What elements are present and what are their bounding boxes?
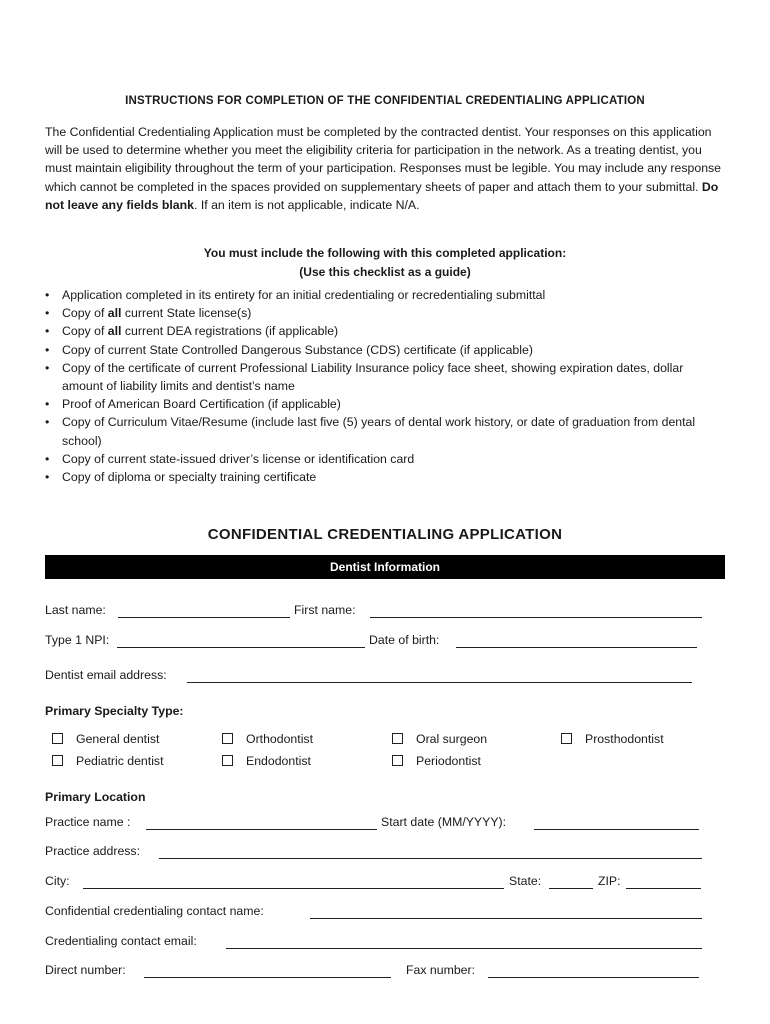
specialty-heading: Primary Specialty Type:: [45, 704, 184, 718]
practice-name-row: [45, 815, 725, 831]
endodontist-label: Endodontist: [246, 754, 311, 768]
checklist-item: [45, 322, 725, 340]
orthodontist-label: Orthodontist: [246, 732, 313, 746]
general-dentist-checkbox[interactable]: [52, 733, 63, 744]
prosthodontist-label: Prosthodontist: [585, 732, 664, 746]
direct-number-field[interactable]: [144, 977, 391, 978]
npi-field[interactable]: [117, 647, 365, 648]
checklist-item-text: Proof of American Board Certification (if applicable): [62, 397, 341, 412]
checklist-item-text: current State license(s): [121, 306, 252, 321]
zip-field[interactable]: [626, 888, 701, 889]
checklist-item: [45, 450, 725, 468]
city-row: [45, 874, 725, 890]
periodontist-label: Periodontist: [416, 754, 481, 768]
checklist-item-text: Copy of diploma or specialty training certificate: [62, 470, 317, 485]
first-name-field[interactable]: [370, 617, 702, 618]
practice-address-field[interactable]: [159, 858, 702, 859]
instructions-bold-warning: Do not leave any fields blank: [45, 179, 719, 212]
pediatric-dentist-checkbox[interactable]: [52, 755, 63, 766]
instructions-text: The Confidential Credentialing Application must be completed by the contracted dentist. Your responses on this application will be used to determine whether you meet the eligibility criteria for participation in the network. As a treating dentist, you must maintain eligibility throughout the term of your participation. Responses must be legible. You may include any response which cannot be completed in the spaces provided on supplementary sheets of paper and attach them to your submittal.: [45, 125, 722, 194]
contact-email-row: [45, 934, 725, 950]
oral-surgeon-label: Oral surgeon: [416, 732, 488, 746]
orthodontist-checkbox[interactable]: [222, 733, 233, 744]
zip-label: ZIP:: [598, 874, 621, 888]
state-label: State:: [509, 874, 542, 888]
periodontist-checkbox[interactable]: [392, 755, 403, 766]
phone-row: [45, 963, 725, 979]
pediatric-dentist-label: Pediatric dentist: [76, 754, 164, 768]
last-name-label: Last name:: [45, 603, 106, 617]
practice-address-label: Practice address:: [45, 844, 141, 858]
email-label: Dentist email address:: [45, 668, 167, 682]
prosthodontist-checkbox[interactable]: [561, 733, 572, 744]
oral-surgeon-checkbox[interactable]: [392, 733, 403, 744]
contact-name-label: Confidential credentialing contact name:: [45, 904, 264, 918]
checklist-item: [45, 341, 725, 359]
practice-name-field[interactable]: [146, 829, 377, 830]
start-date-field[interactable]: [534, 829, 699, 830]
state-field[interactable]: [549, 888, 593, 889]
checklist: [45, 286, 725, 486]
checklist-item-text: current DEA registrations (if applicable): [121, 324, 339, 339]
checklist-item: [45, 395, 725, 413]
instructions-title: INSTRUCTIONS FOR COMPLETION OF THE CONFIDENTIAL CREDENTIALING APPLICATION: [125, 95, 645, 107]
city-label: City:: [45, 874, 70, 888]
general-dentist-label: General dentist: [76, 732, 160, 746]
last-name-field[interactable]: [118, 617, 290, 618]
form-title: CONFIDENTIAL CREDENTIALING APPLICATION: [207, 526, 563, 543]
practice-address-row: [45, 844, 725, 860]
practice-name-label: Practice name :: [45, 815, 131, 829]
name-row: [45, 603, 725, 619]
primary-location-heading: Primary Location: [45, 790, 146, 804]
checklist-item: [45, 359, 725, 395]
checklist-item: [45, 468, 725, 486]
dob-field[interactable]: [456, 647, 697, 648]
contact-name-row: [45, 904, 725, 920]
checklist-item-text: Copy of: [62, 324, 108, 339]
city-field[interactable]: [83, 888, 504, 889]
dob-label: Date of birth:: [369, 633, 440, 647]
contact-name-field[interactable]: [310, 918, 702, 919]
endodontist-checkbox[interactable]: [222, 755, 233, 766]
checklist-item-bold: all: [107, 306, 122, 321]
checklist-guide-text: (Use this checklist as a guide): [299, 264, 471, 279]
checklist-item-text: Copy of: [62, 306, 108, 321]
checklist-item-text: Copy of current State Controlled Dangerous Substance (CDS) certificate (if applicable): [62, 342, 533, 357]
npi-label: Type 1 NPI:: [45, 633, 110, 647]
contact-email-field[interactable]: [226, 948, 702, 949]
start-date-label: Start date (MM/YYYY):: [381, 815, 507, 829]
contact-email-label: Credentialing contact email:: [45, 934, 197, 948]
checklist-item-text: Application completed in its entirety for an initial credentialing or recredentialing submittal: [62, 288, 546, 302]
checklist-item-text: Copy of current state-issued driver’s license or identification card: [62, 451, 415, 466]
fax-number-field[interactable]: [488, 977, 699, 978]
checklist-item-bold: all: [107, 324, 122, 339]
checklist-item-text: Copy of the certificate of current Professional Liability Insurance policy face sheet, showing expiration dates, dollar amount of liability limits and dentist’s name: [62, 360, 684, 394]
fax-number-label: Fax number:: [406, 963, 476, 977]
checklist-item: [45, 413, 725, 449]
checklist-item: [45, 286, 725, 304]
checklist-item-text: Copy of Curriculum Vitae/Resume (include last five (5) years of dental work history, or date of graduation from dental school): [62, 415, 696, 448]
must-include-text: You must include the following with this completed application:: [203, 246, 567, 260]
first-name-label: First name:: [294, 603, 356, 617]
direct-number-label: Direct number:: [45, 963, 126, 977]
npi-row: [45, 633, 725, 649]
dentist-information-header: Dentist Information: [45, 555, 725, 579]
email-row: [45, 668, 725, 684]
checklist-heading: [45, 244, 725, 281]
email-field[interactable]: [187, 682, 692, 683]
instructions-paragraph: [45, 123, 725, 214]
checklist-item: [45, 304, 725, 322]
instructions-text-end: . If an item is not applicable, indicate N/A.: [193, 197, 420, 212]
